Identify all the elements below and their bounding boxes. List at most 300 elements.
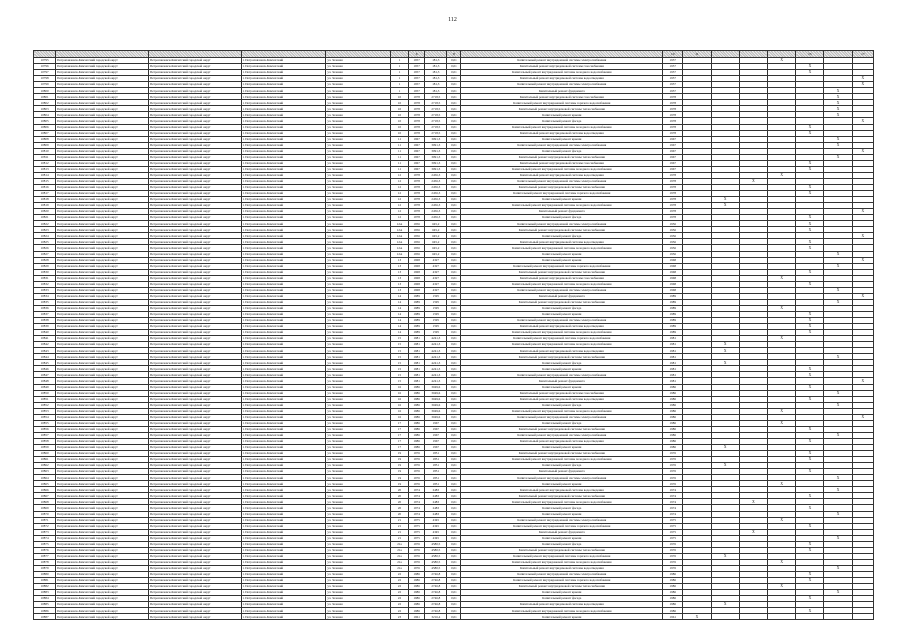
table-cell: 1978 <box>409 112 425 118</box>
table-cell: 1986 <box>409 396 425 402</box>
table-cell: 14 <box>390 330 408 336</box>
table-cell: Капитальный ремонт внутридомовой системы холодного водоснабжения <box>461 281 663 287</box>
table-cell: Петропавловск-Камчатский городской округ <box>148 559 241 565</box>
table-cell: Капитальный ремонт крыши <box>461 384 663 390</box>
table-cell: 1967 <box>409 136 425 142</box>
schedule-mark-cell: X <box>796 505 824 511</box>
table-cell: ул. Зеленая <box>326 239 391 245</box>
table-cell: Капитальный ремонт внутридомовой системы теплоснабжения <box>461 493 663 499</box>
table-cell: 645,2 <box>425 239 447 245</box>
table-cell: 4241,3 <box>425 372 447 378</box>
table-cell: 1976 <box>663 475 683 481</box>
table-cell: г. Петропавловск-Камчатский <box>241 330 326 336</box>
table-cell: Капитальный ремонт фундамента <box>461 209 663 215</box>
table-cell: 1975 <box>663 517 683 523</box>
table-cell: Петропавловск-Камчатский городской округ <box>56 318 149 324</box>
table-cell: 21 <box>390 517 408 523</box>
schedule-mark-cell: X <box>852 378 873 384</box>
table-cell: Петропавловск-Камчатский городской округ <box>148 445 241 451</box>
table-cell: 1967 <box>425 432 447 438</box>
table-cell: г. Петропавловск-Камчатский <box>241 124 326 130</box>
table-cell: ул. Зеленая <box>326 281 391 287</box>
table-cell: Петропавловск-Камчатский городской округ <box>56 396 149 402</box>
schedule-mark-cell: X <box>852 293 873 299</box>
table-cell: Петропавловск-Камчатский городской округ <box>148 318 241 324</box>
table-cell: ул. Зеленая <box>326 481 391 487</box>
table-cell: 0,01 <box>447 64 461 70</box>
table-cell: 1968 <box>663 263 683 269</box>
schedule-mark-cell: X <box>796 578 824 584</box>
table-cell: 0,01 <box>447 493 461 499</box>
table-cell: 10847 <box>34 372 56 378</box>
table-cell: Петропавловск-Камчатский городской округ <box>56 559 149 565</box>
table-cell: 1978 <box>409 191 425 197</box>
table-cell: Петропавловск-Камчатский городской округ <box>56 372 149 378</box>
table-cell: 1986 <box>409 420 425 426</box>
table-cell: г. Петропавловск-Камчатский <box>241 209 326 215</box>
schedule-mark-cell: X <box>824 299 852 305</box>
table-cell: 1956 <box>663 221 683 227</box>
table-cell: 1968 <box>409 287 425 293</box>
table-cell: Петропавловск-Камчатский городской округ <box>148 311 241 317</box>
table-cell: 1981 <box>663 378 683 384</box>
table-cell: 4345 <box>425 523 447 529</box>
table-cell: Петропавловск-Камчатский городской округ <box>56 384 149 390</box>
table-cell: 10867 <box>34 493 56 499</box>
table-cell: Петропавловск-Камчатский городской округ <box>148 529 241 535</box>
table-cell: г. Петропавловск-Камчатский <box>241 191 326 197</box>
schedule-mark-cell: X <box>824 106 852 112</box>
schedule-mark-cell: X <box>711 445 739 451</box>
table-cell: 1974 <box>409 499 425 505</box>
table-cell: г. Петропавловск-Камчатский <box>241 287 326 293</box>
table-cell: 0,01 <box>447 390 461 396</box>
table-cell: Петропавловск-Камчатский городской округ <box>56 82 149 88</box>
table-cell: Капитальный ремонт внутридомовой системы водоотведения <box>461 602 663 608</box>
table-cell: г. Петропавловск-Камчатский <box>241 396 326 402</box>
table-cell: 3091,3 <box>425 154 447 160</box>
table-cell: 1981 <box>409 360 425 366</box>
table-cell: г. Петропавловск-Камчатский <box>241 275 326 281</box>
table-cell: Петропавловск-Камчатский городской округ <box>148 233 241 239</box>
table-cell: ул. Зеленая <box>326 209 391 215</box>
table-cell: 0,01 <box>447 541 461 547</box>
table-cell: г. Петропавловск-Камчатский <box>241 565 326 571</box>
table-cell: 2746,8 <box>425 590 447 596</box>
table-cell: Петропавловск-Камчатский городской округ <box>56 227 149 233</box>
table-cell: 14 <box>390 318 408 324</box>
table-cell: ул. Зеленая <box>326 227 391 233</box>
table-cell: ул. Зеленая <box>326 148 391 154</box>
table-cell: ул. Зеленая <box>326 251 391 257</box>
table-cell: 1986 <box>663 426 683 432</box>
table-cell: г. Петропавловск-Камчатский <box>241 221 326 227</box>
table-cell: Петропавловск-Камчатский городской округ <box>56 160 149 166</box>
table-cell: Капитальный ремонт фундамента <box>461 378 663 384</box>
table-cell: 0,01 <box>447 245 461 251</box>
table-cell: ул. Зеленая <box>326 130 391 136</box>
table-cell: 15 <box>390 360 408 366</box>
table-cell: 1981 <box>663 348 683 354</box>
table-cell: 4345 <box>425 517 447 523</box>
table-cell: Петропавловск-Камчатский городской округ <box>148 118 241 124</box>
table-cell: Петропавловск-Камчатский городской округ <box>148 402 241 408</box>
table-cell: 10868 <box>34 499 56 505</box>
table-cell: г. Петропавловск-Камчатский <box>241 82 326 88</box>
table-cell: Петропавловск-Камчатский городской округ <box>148 166 241 172</box>
table-cell: 1978 <box>663 203 683 209</box>
table-cell: 21а <box>390 559 408 565</box>
table-cell: Петропавловск-Камчатский городской округ <box>148 608 241 614</box>
table-cell: 1851 <box>425 475 447 481</box>
table-cell: г. Петропавловск-Камчатский <box>241 354 326 360</box>
table-cell: 10875 <box>34 541 56 547</box>
schedule-mark-cell <box>711 614 739 620</box>
table-cell: Петропавловск-Камчатский городской округ <box>56 148 149 154</box>
table-cell: 1976 <box>663 565 683 571</box>
schedule-mark-cell: X <box>796 184 824 190</box>
table-cell: 4327 <box>425 257 447 263</box>
table-cell: г. Петропавловск-Камчатский <box>241 197 326 203</box>
table-cell: Петропавловск-Камчатский городской округ <box>148 348 241 354</box>
table-cell: Капитальный ремонт внутридомовой системы холодного водоснабжения <box>461 124 663 130</box>
table-cell: 10884 <box>34 596 56 602</box>
table-cell: 4241,3 <box>425 354 447 360</box>
table-cell: Капитальный ремонт внутридомовой системы электроснабжения <box>461 432 663 438</box>
table-cell: 0,01 <box>447 372 461 378</box>
table-cell: Петропавловск-Камчатский городской округ <box>148 160 241 166</box>
table-body <box>34 58 874 620</box>
table-cell: Петропавловск-Камчатский городской округ <box>148 275 241 281</box>
table-cell: г. Петропавловск-Камчатский <box>241 64 326 70</box>
schedule-mark-cell <box>796 614 824 620</box>
schedule-mark-cell: X <box>796 396 824 402</box>
table-cell: Петропавловск-Камчатский городской округ <box>148 505 241 511</box>
table-cell: 1968 <box>663 269 683 275</box>
table-cell: Капитальный ремонт крыши <box>461 136 663 142</box>
table-cell: 14 <box>390 293 408 299</box>
table-cell: 16 <box>390 402 408 408</box>
table-cell: ул. Зеленая <box>326 584 391 590</box>
table-cell: г. Петропавловск-Камчатский <box>241 414 326 420</box>
table-cell: ул. Зеленая <box>326 76 391 82</box>
table-cell: Петропавловск-Камчатский городской округ <box>56 215 149 221</box>
table-cell: 10876 <box>34 547 56 553</box>
table-cell: г. Петропавловск-Камчатский <box>241 541 326 547</box>
table-cell: 1968 <box>409 257 425 263</box>
table-cell: Петропавловск-Камчатский городской округ <box>56 432 149 438</box>
table-cell: Петропавловск-Камчатский городской округ <box>56 541 149 547</box>
column-header <box>390 51 408 58</box>
table-cell: 1967 <box>663 136 683 142</box>
table-cell: 1975 <box>409 535 425 541</box>
schedule-mark-cell: X <box>711 342 739 348</box>
table-cell: Петропавловск-Камчатский городской округ <box>56 88 149 94</box>
table-cell: ул. Зеленая <box>326 136 391 142</box>
table-cell: Петропавловск-Камчатский городской округ <box>56 445 149 451</box>
table-cell: Капитальный ремонт фундамента <box>461 88 663 94</box>
table-cell: Капитальный ремонт внутридомовой системы теплоснабжения <box>461 426 663 432</box>
table-cell: 10858 <box>34 438 56 444</box>
table-cell: 1967 <box>663 166 683 172</box>
table-cell: Петропавловск-Камчатский городской округ <box>56 184 149 190</box>
table-cell: Петропавловск-Камчатский городской округ <box>148 547 241 553</box>
table-cell: 1957 <box>409 70 425 76</box>
table-cell: 4580,5 <box>425 547 447 553</box>
table-cell: 10863 <box>34 469 56 475</box>
table-cell: 1986 <box>409 590 425 596</box>
table-cell: г. Петропавловск-Камчатский <box>241 390 326 396</box>
table-cell: Капитальный ремонт фасада <box>461 148 663 154</box>
table-cell: 1975 <box>409 517 425 523</box>
schedule-mark-cell: X <box>739 178 767 184</box>
schedule-mark-cell: X <box>824 94 852 100</box>
table-cell: 15 <box>390 342 408 348</box>
table-cell: Капитальный ремонт крыши <box>461 481 663 487</box>
table-cell: 2456,3 <box>425 209 447 215</box>
table-cell: г. Петропавловск-Камчатский <box>241 58 326 64</box>
table-cell: 10835 <box>34 299 56 305</box>
table-cell: Петропавловск-Камчатский городской округ <box>56 172 149 178</box>
table-cell: 14 <box>390 299 408 305</box>
table-cell: 23 <box>390 614 408 620</box>
table-cell: 1974 <box>409 511 425 517</box>
table-cell: 2483 <box>425 487 447 493</box>
schedule-mark-cell: X <box>796 469 824 475</box>
table-cell: 0,01 <box>447 408 461 414</box>
table-cell: Петропавловск-Камчатский городской округ <box>148 184 241 190</box>
table-cell: Капитальный ремонт внутридомовой системы электроснабжения <box>461 414 663 420</box>
table-cell: 1986 <box>663 584 683 590</box>
table-cell: 0,01 <box>447 112 461 118</box>
table-cell: 10870 <box>34 511 56 517</box>
table-cell: Капитальный ремонт крыши <box>461 511 663 517</box>
table-cell: 2456,3 <box>425 191 447 197</box>
table-cell: 4327 <box>425 287 447 293</box>
table-cell: 1961 <box>409 614 425 620</box>
table-cell: Капитальный ремонт внутридомовой системы теплоснабжения <box>461 584 663 590</box>
table-cell: 21 <box>390 529 408 535</box>
table-cell: 20 <box>390 511 408 517</box>
table-cell: 10811 <box>34 154 56 160</box>
column-header <box>326 51 391 58</box>
table-cell: 1989 <box>663 305 683 311</box>
table-cell: 14 <box>390 305 408 311</box>
schedule-mark-cell: X <box>796 426 824 432</box>
table-cell: 11 <box>390 148 408 154</box>
schedule-mark-cell: X <box>768 58 796 64</box>
table-cell: 10880 <box>34 571 56 577</box>
table-cell: Петропавловск-Камчатский городской округ <box>148 584 241 590</box>
table-cell: Капитальный ремонт фасада <box>461 215 663 221</box>
table-cell: Петропавловск-Камчатский городской округ <box>56 70 149 76</box>
table-cell: ул. Зеленая <box>326 529 391 535</box>
table-cell: Петропавловск-Камчатский городской округ <box>148 100 241 106</box>
table-cell: Петропавловск-Камчатский городской округ <box>56 100 149 106</box>
table-cell: 1974 <box>663 487 683 493</box>
table-cell: 10845 <box>34 360 56 366</box>
table-cell: 4241,3 <box>425 366 447 372</box>
table-cell: 1595 <box>425 299 447 305</box>
table-cell: 1978 <box>663 124 683 130</box>
schedule-mark-cell: X <box>768 517 796 523</box>
table-cell: 0,01 <box>447 136 461 142</box>
table-cell: Петропавловск-Камчатский городской округ <box>148 481 241 487</box>
table-cell: г. Петропавловск-Камчатский <box>241 100 326 106</box>
table-cell: 1986 <box>409 608 425 614</box>
table-cell: 1976 <box>663 457 683 463</box>
table-cell: ул. Зеленая <box>326 366 391 372</box>
table-cell: г. Петропавловск-Камчатский <box>241 559 326 565</box>
table-cell: Петропавловск-Камчатский городской округ <box>56 469 149 475</box>
table-cell: Петропавловск-Камчатский городской округ <box>148 287 241 293</box>
table-cell: 1967 <box>409 148 425 154</box>
table-cell: 10857 <box>34 432 56 438</box>
schedule-mark-cell: X <box>796 372 824 378</box>
table-cell: ул. Зеленая <box>326 215 391 221</box>
table-cell: 10800 <box>34 88 56 94</box>
table-cell: 0,01 <box>447 106 461 112</box>
table-cell: 0,01 <box>447 414 461 420</box>
table-cell: 1976 <box>409 565 425 571</box>
table-cell: Петропавловск-Камчатский городской округ <box>56 191 149 197</box>
table-cell: 181,3 <box>425 70 447 76</box>
table-cell: ул. Зеленая <box>326 82 391 88</box>
table-cell: 0,01 <box>447 330 461 336</box>
table-cell: 10861 <box>34 457 56 463</box>
table-cell: Петропавловск-Камчатский городской округ <box>148 245 241 251</box>
table-cell: Петропавловск-Камчатский городской округ <box>148 112 241 118</box>
table-cell: 1595 <box>425 293 447 299</box>
schedule-mark-cell: X <box>852 82 873 88</box>
table-cell: Петропавловск-Камчатский городской округ <box>56 76 149 82</box>
table-cell: 0,01 <box>447 529 461 535</box>
table-cell: Петропавловск-Камчатский городской округ <box>56 287 149 293</box>
table-cell: г. Петропавловск-Камчатский <box>241 493 326 499</box>
table-cell: Капитальный ремонт внутридомовой системы электроснабжения <box>461 178 663 184</box>
table-cell: ул. Зеленая <box>326 275 391 281</box>
table-cell: 0,01 <box>447 318 461 324</box>
table-cell: Петропавловск-Камчатский городской округ <box>148 571 241 577</box>
table-cell: 1986 <box>663 432 683 438</box>
table-cell: 1974 <box>663 499 683 505</box>
table-cell: 1976 <box>663 481 683 487</box>
table-cell: 0,01 <box>447 293 461 299</box>
table-cell: 2718,5 <box>425 94 447 100</box>
table-cell: 0,01 <box>447 118 461 124</box>
table-cell: 0,01 <box>447 76 461 82</box>
column-header <box>425 51 447 58</box>
table-cell: 10860 <box>34 451 56 457</box>
table-cell: г. Петропавловск-Камчатский <box>241 602 326 608</box>
table-cell: 1976 <box>663 553 683 559</box>
table-cell: 181,3 <box>425 82 447 88</box>
table-cell: 10797 <box>34 70 56 76</box>
table-cell: 1989 <box>663 293 683 299</box>
table-cell: 0,01 <box>447 251 461 257</box>
table-cell: Петропавловск-Камчатский городской округ <box>56 64 149 70</box>
table-cell: ул. Зеленая <box>326 233 391 239</box>
table-cell: Петропавловск-Камчатский городской округ <box>148 197 241 203</box>
schedule-mark-cell: X <box>796 221 824 227</box>
table-cell: ул. Зеленая <box>326 263 391 269</box>
table-cell: 10855 <box>34 420 56 426</box>
schedule-mark-cell: X <box>768 481 796 487</box>
table-cell: 1986 <box>409 414 425 420</box>
table-cell: 1989 <box>409 293 425 299</box>
table-cell: ул. Зеленая <box>326 106 391 112</box>
schedule-mark-cell: X <box>796 596 824 602</box>
table-cell: Капитальный ремонт внутридомовой системы теплоснабжения <box>461 354 663 360</box>
table-cell: Петропавловск-Камчатский городской округ <box>148 523 241 529</box>
table-cell: г. Петропавловск-Камчатский <box>241 445 326 451</box>
table-cell: 10816 <box>34 184 56 190</box>
schedule-mark-cell: X <box>768 275 796 281</box>
schedule-mark-cell: X <box>711 203 739 209</box>
table-cell: 1974 <box>409 505 425 511</box>
table-cell: Петропавловск-Камчатский городской округ <box>148 324 241 330</box>
table-cell: 4580,5 <box>425 553 447 559</box>
table-cell: Петропавловск-Камчатский городской округ <box>148 590 241 596</box>
table-cell: г. Петропавловск-Камчатский <box>241 88 326 94</box>
table-cell: 1967 <box>409 142 425 148</box>
table-cell: 0,01 <box>447 614 461 620</box>
table-cell: ул. Зеленая <box>326 396 391 402</box>
table-cell: 0,01 <box>447 299 461 305</box>
table-cell: 12 <box>390 178 408 184</box>
table-cell: 1978 <box>663 184 683 190</box>
table-cell: 2456,3 <box>425 203 447 209</box>
table-cell: 0,01 <box>447 602 461 608</box>
table-cell: г. Петропавловск-Камчатский <box>241 263 326 269</box>
table-cell: 4241,3 <box>425 336 447 342</box>
table-cell: 1968 <box>409 263 425 269</box>
table-cell: ул. Зеленая <box>326 360 391 366</box>
schedule-mark-cell: X <box>824 287 852 293</box>
table-cell: 12 <box>390 209 408 215</box>
table-cell: 10837 <box>34 311 56 317</box>
table-cell: 10882 <box>34 584 56 590</box>
table-cell: 1978 <box>663 130 683 136</box>
table-cell: Капитальный ремонт внутридомовой системы газоснабжения <box>461 64 663 70</box>
table-cell: Петропавловск-Камчатский городской округ <box>56 414 149 420</box>
table-cell: 4580,5 <box>425 541 447 547</box>
schedule-mark-cell: X <box>796 70 824 76</box>
table-cell: г. Петропавловск-Камчатский <box>241 481 326 487</box>
table-cell: 1978 <box>663 178 683 184</box>
table-cell: Петропавловск-Камчатский городской округ <box>148 342 241 348</box>
table-cell: ул. Зеленая <box>326 64 391 70</box>
table-cell: Петропавловск-Камчатский городской округ <box>148 414 241 420</box>
schedule-mark-cell <box>739 614 767 620</box>
table-cell: Капитальный ремонт внутридомовой системы теплоснабжения <box>461 154 663 160</box>
table-cell: 10829 <box>34 263 56 269</box>
table-cell: 1851 <box>425 451 447 457</box>
table-cell: 1974 <box>409 487 425 493</box>
table-header <box>34 51 874 58</box>
schedule-mark-cell: X <box>824 475 852 481</box>
table-cell: 1957 <box>409 64 425 70</box>
table-cell: 4241,3 <box>425 378 447 384</box>
table-cell: 1 <box>390 64 408 70</box>
table-cell: Петропавловск-Камчатский городской округ <box>56 142 149 148</box>
table-cell: ул. Зеленая <box>326 293 391 299</box>
table-cell: г. Петропавловск-Камчатский <box>241 451 326 457</box>
table-cell: Капитальный ремонт внутридомовой системы водоотведения <box>461 438 663 444</box>
table-cell: Капитальный ремонт внутридомовой системы газоснабжения <box>461 94 663 100</box>
table-cell: 15 <box>390 372 408 378</box>
table-cell: Петропавловск-Камчатский городской округ <box>56 475 149 481</box>
